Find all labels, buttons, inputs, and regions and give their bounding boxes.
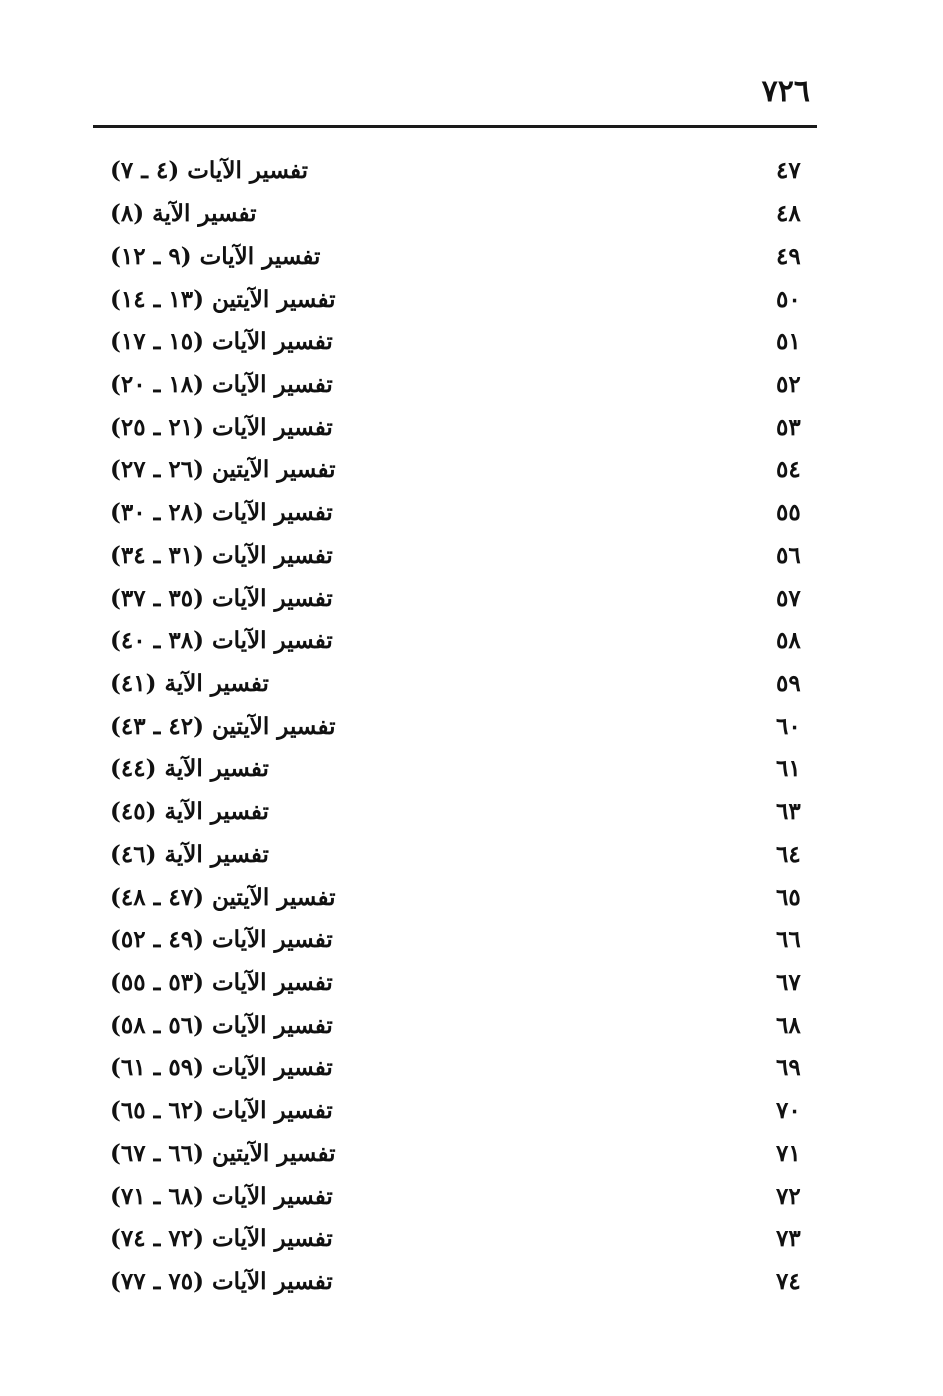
toc-entry-page: ٥١: [776, 328, 801, 356]
toc-entry-title: تفسير الآية (٤١): [110, 669, 269, 697]
toc-entry-page: ٥٢: [776, 370, 801, 398]
toc-leader-dots: [316, 156, 770, 186]
toc-entry-title: تفسير الآيات (٥٩ ـ ٦١): [110, 1054, 333, 1082]
toc-entry: [100, 235, 824, 278]
page-number: ٧٢٦: [761, 74, 810, 109]
toc-entry-title: تفسير الآيتين (١٣ ـ ١٤): [110, 285, 336, 313]
toc-entry-title: تفسير الآية (٤٤): [110, 755, 269, 783]
toc-entry-title: تفسير الآيات (٥٦ ـ ٥٨): [110, 1011, 333, 1039]
toc-entry-page: ٦١: [776, 755, 801, 783]
toc-entry: [100, 620, 824, 663]
toc-entry: [100, 962, 824, 1005]
toc-entry: [100, 705, 824, 748]
toc-leader-dots: [343, 285, 770, 315]
toc-entry-page: ٥٥: [776, 499, 801, 527]
toc-entry-title: تفسير الآيات (٢٨ ـ ٣٠): [110, 499, 333, 527]
toc-entry-title: تفسير الآيتين (٢٦ ـ ٢٧): [110, 456, 336, 484]
toc-entry: [100, 834, 824, 877]
toc-entry-page: ٤٨: [776, 200, 801, 228]
toc-entry-page: ٦٨: [776, 1011, 801, 1039]
toc-leader-dots: [341, 370, 770, 400]
toc-entry: [100, 1090, 824, 1133]
toc-leader-dots: [343, 712, 770, 742]
toc-entry-page: ٦٥: [776, 883, 801, 911]
toc-entry-title: تفسير الآيات (٢١ ـ ٢٥): [110, 413, 333, 441]
toc-entry-page: ٦٣: [776, 798, 801, 826]
toc-entry: [100, 406, 824, 449]
toc-leader-dots: [328, 242, 770, 272]
toc-entry-page: ٧٤: [776, 1268, 801, 1296]
toc-entry-page: ٧١: [776, 1139, 801, 1167]
toc-entry-page: ٦٦: [776, 926, 801, 954]
toc-entry-title: تفسير الآيات (٦٨ ـ ٧١): [110, 1182, 333, 1210]
toc-entry: [100, 663, 824, 706]
toc-leader-dots: [343, 883, 770, 913]
toc-entry-title: تفسير الآية (٨): [110, 200, 257, 228]
toc-leader-dots: [341, 1096, 770, 1126]
toc-entry-page: ٧٣: [776, 1225, 801, 1253]
toc-leader-dots: [277, 669, 770, 699]
toc-entry: [100, 791, 824, 834]
toc-entry: [100, 278, 824, 321]
toc-entry-title: تفسير الآيتين (٦٦ ـ ٦٧): [110, 1139, 336, 1167]
toc-entry: [100, 534, 824, 577]
toc-entry-title: تفسير الآيات (٧٢ ـ ٧٤): [110, 1225, 333, 1253]
toc-leader-dots: [341, 1224, 770, 1254]
toc-entry-title: تفسير الآيتين (٤٢ ـ ٤٣): [110, 712, 336, 740]
toc-entry-page: ٤٩: [776, 242, 801, 270]
toc-entry: [100, 1004, 824, 1047]
toc-entry-title: تفسير الآيتين (٤٧ ـ ٤٨): [110, 883, 336, 911]
toc-leader-dots: [343, 1139, 770, 1169]
toc-entry-page: ٥٤: [776, 456, 801, 484]
toc-leader-dots: [341, 1182, 770, 1212]
toc-entry-page: ٦٠: [776, 712, 801, 740]
toc-entry-title: تفسير الآيات (٤ ـ ٧): [110, 157, 309, 185]
toc-entry-page: ٥٩: [776, 669, 801, 697]
toc-entry-title: تفسير الآيات (٣٥ ـ ٣٧): [110, 584, 333, 612]
toc-leader-dots: [277, 754, 770, 784]
toc-entry-page: ٥٧: [776, 584, 801, 612]
toc-entry-title: تفسير الآيات (٣١ ـ ٣٤): [110, 541, 333, 569]
toc-leader-dots: [341, 327, 770, 357]
toc-leader-dots: [277, 797, 770, 827]
toc-leader-dots: [341, 584, 770, 614]
toc-entry: [100, 150, 824, 193]
toc-entry-page: ٥٨: [776, 627, 801, 655]
table-of-contents: [100, 150, 824, 1303]
toc-entry: [100, 449, 824, 492]
toc-entry: [100, 1175, 824, 1218]
toc-entry-title: تفسير الآيات (١٨ ـ ٢٠): [110, 370, 333, 398]
toc-entry: [100, 876, 824, 919]
toc-entry-page: ٦٤: [776, 840, 801, 868]
toc-leader-dots: [341, 541, 770, 571]
toc-entry: [100, 1218, 824, 1261]
toc-leader-dots: [343, 455, 770, 485]
toc-entry-page: ٦٧: [776, 969, 801, 997]
toc-leader-dots: [341, 925, 770, 955]
toc-entry: [100, 364, 824, 407]
toc-entry: [100, 1047, 824, 1090]
toc-entry-title: تفسير الآيات (٥٣ ـ ٥٥): [110, 969, 333, 997]
toc-entry: [100, 1133, 824, 1176]
toc-leader-dots: [341, 626, 770, 656]
toc-leader-dots: [341, 1011, 770, 1041]
toc-entry-title: تفسير الآيات (٧٥ ـ ٧٧): [110, 1268, 333, 1296]
toc-entry: [100, 321, 824, 364]
toc-leader-dots: [341, 413, 770, 443]
header-rule: [93, 125, 817, 128]
toc-entry: [100, 492, 824, 535]
toc-entry-title: تفسير الآية (٤٦): [110, 840, 269, 868]
toc-entry-title: تفسير الآيات (٣٨ ـ ٤٠): [110, 627, 333, 655]
toc-entry-page: ٥٣: [776, 413, 801, 441]
toc-entry-page: ٦٩: [776, 1054, 801, 1082]
toc-leader-dots: [341, 968, 770, 998]
toc-entry-title: تفسير الآيات (٦٢ ـ ٦٥): [110, 1097, 333, 1125]
toc-entry-title: تفسير الآية (٤٥): [110, 798, 269, 826]
toc-entry: [100, 1261, 824, 1304]
toc-entry-title: تفسير الآيات (٩ ـ ١٢): [110, 242, 321, 270]
toc-entry-title: تفسير الآيات (٤٩ ـ ٥٢): [110, 926, 333, 954]
toc-entry-page: ٤٧: [776, 157, 801, 185]
toc-leader-dots: [341, 1267, 770, 1297]
toc-entry-page: ٥٠: [776, 285, 801, 313]
toc-entry-page: ٧٢: [776, 1182, 801, 1210]
toc-entry: [100, 193, 824, 236]
toc-entry-title: تفسير الآيات (١٥ ـ ١٧): [110, 328, 333, 356]
toc-entry: [100, 919, 824, 962]
toc-leader-dots: [265, 199, 770, 229]
toc-entry: [100, 748, 824, 791]
toc-entry-page: ٥٦: [776, 541, 801, 569]
toc-leader-dots: [341, 498, 770, 528]
toc-entry: [100, 577, 824, 620]
toc-entry-page: ٧٠: [776, 1097, 801, 1125]
toc-leader-dots: [341, 1053, 770, 1083]
toc-leader-dots: [277, 840, 770, 870]
